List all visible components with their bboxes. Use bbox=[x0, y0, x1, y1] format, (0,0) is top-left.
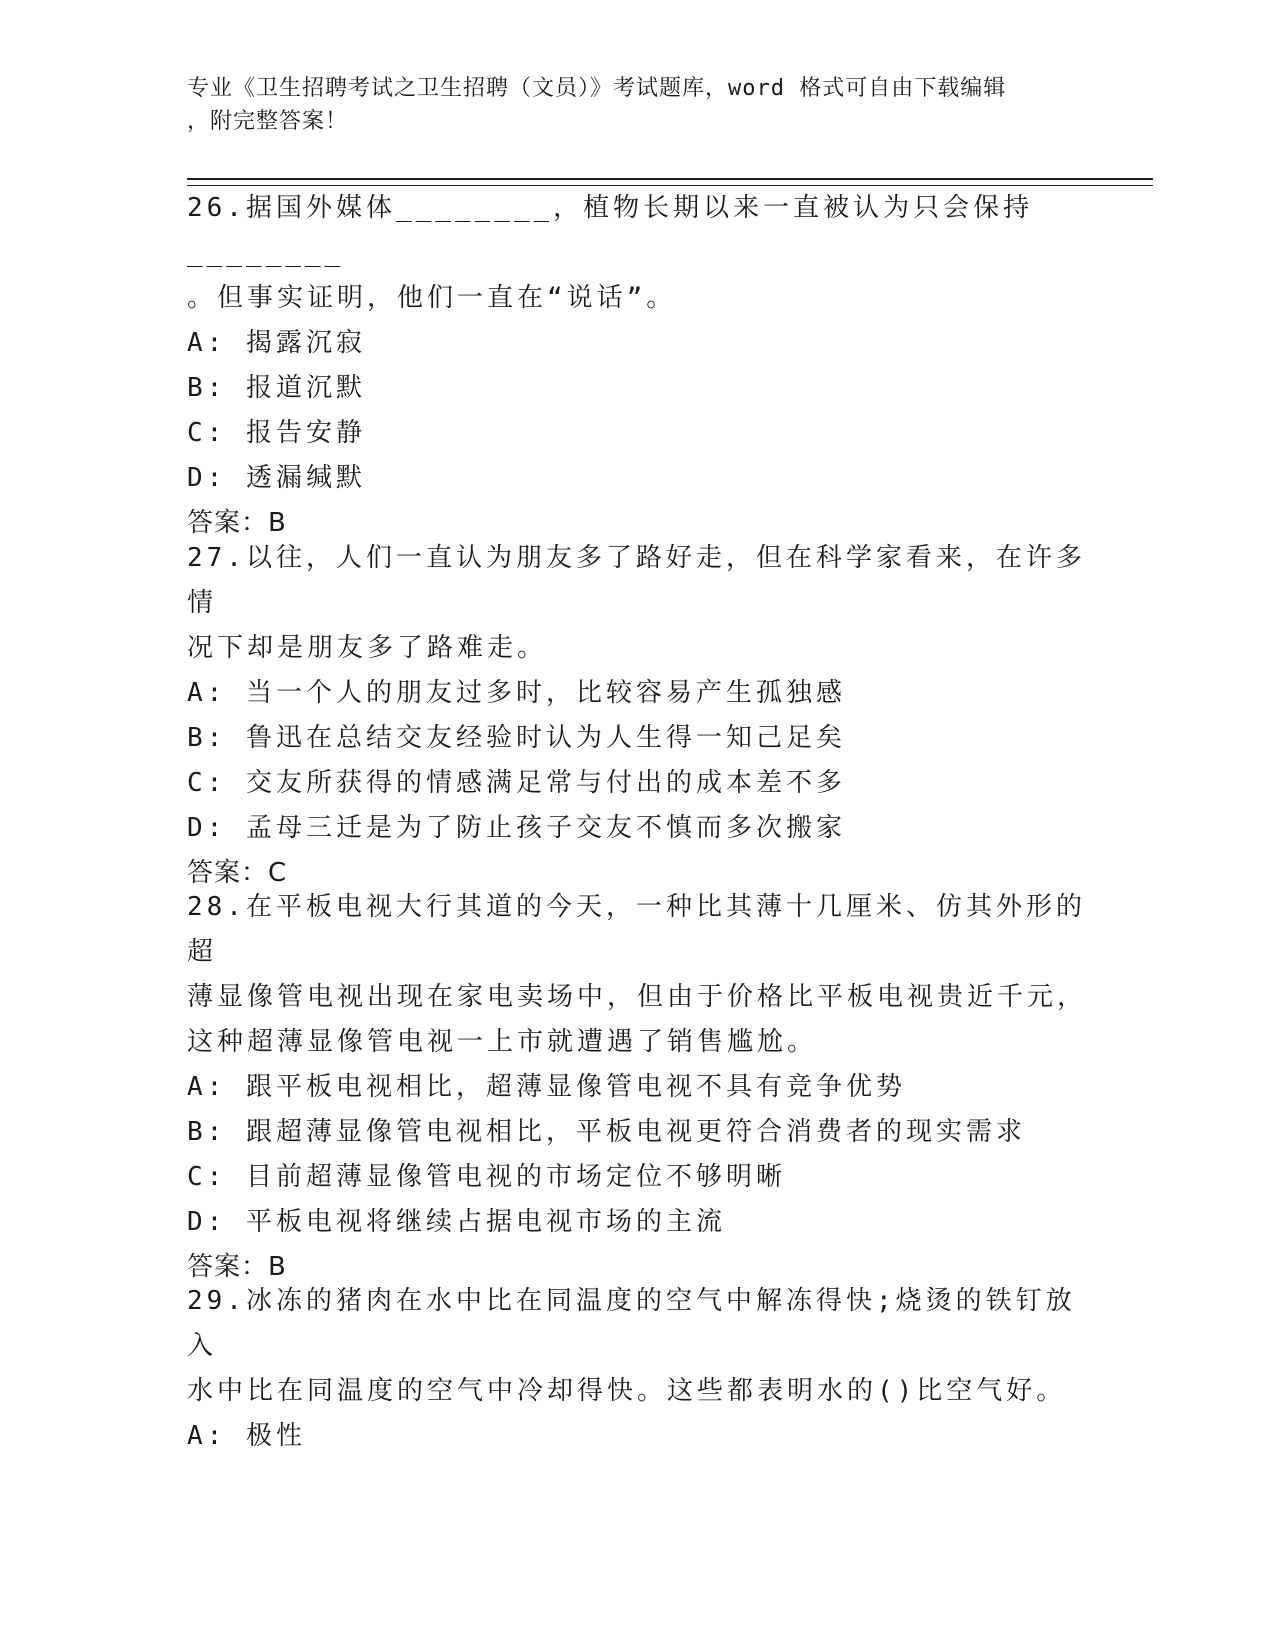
question-stem bbox=[187, 186, 1087, 321]
option-d: D: 透漏缄默 bbox=[187, 463, 366, 493]
stem-line: 水中比在同温度的空气中冷却得快。这些都表明水的()比空气好。 bbox=[187, 1376, 1067, 1406]
option-c: C: 目前超薄显像管电视的市场定位不够明晰 bbox=[187, 1162, 786, 1192]
answer: 答案：B bbox=[187, 1252, 287, 1282]
option-b: B: 报道沉默 bbox=[187, 373, 366, 403]
question-27 bbox=[187, 536, 1087, 896]
stem-line: 28.在平板电视大行其道的今天，一种比其薄十几厘米、仿其外形的超 bbox=[187, 892, 1086, 967]
question-29 bbox=[187, 1279, 1087, 1459]
stem-line: 薄显像管电视出现在家电卖场中，但由于价格比平板电视贵近千元， bbox=[187, 982, 1088, 1012]
document-header bbox=[187, 72, 1067, 138]
question-stem bbox=[187, 536, 1087, 671]
option-b: B: 跟超薄显像管电视相比，平板电视更符合消费者的现实需求 bbox=[187, 1117, 1026, 1147]
stem-line: 况下却是朋友多了路难走。 bbox=[187, 633, 548, 663]
option-d: D: 平板电视将继续占据电视市场的主流 bbox=[187, 1207, 726, 1237]
stem-line: 。但事实证明，他们一直在“说话”。 bbox=[187, 283, 677, 313]
stem-line: 27.以往，人们一直认为朋友多了路好走，但在科学家看来，在许多情 bbox=[187, 543, 1086, 618]
header-line-1: 专业《卫生招聘考试之卫生招聘（文员）》考试题库，word 格式可自由下载编辑 bbox=[187, 76, 1007, 101]
question-stem bbox=[187, 885, 1087, 1065]
question-26 bbox=[187, 186, 1087, 546]
option-a: A: 揭露沉寂 bbox=[187, 328, 366, 358]
header-divider bbox=[187, 178, 1153, 186]
option-d: D: 孟母三迁是为了防止孩子交友不慎而多次搬家 bbox=[187, 813, 846, 843]
header-line-2: ，附完整答案！ bbox=[187, 109, 349, 134]
option-a: A: 跟平板电视相比，超薄显像管电视不具有竞争优势 bbox=[187, 1072, 906, 1102]
answer: 答案：C bbox=[187, 858, 288, 888]
option-c: C: 报告安静 bbox=[187, 418, 366, 448]
option-c: C: 交友所获得的情感满足常与付出的成本差不多 bbox=[187, 768, 846, 798]
question-28 bbox=[187, 885, 1087, 1290]
answer: 答案：B bbox=[187, 508, 287, 538]
option-a: A: 当一个人的朋友过多时，比较容易产生孤独感 bbox=[187, 678, 846, 708]
stem-line: 这种超薄显像管电视一上市就遭遇了销售尴尬。 bbox=[187, 1027, 818, 1057]
option-b: B: 鲁迅在总结交友经验时认为人生得一知己足矣 bbox=[187, 723, 846, 753]
stem-line: 26.据国外媒体________，植物长期以来一直被认为只会保持________ bbox=[187, 193, 1034, 268]
option-a: A: 极性 bbox=[187, 1421, 306, 1451]
question-stem bbox=[187, 1279, 1087, 1414]
stem-line: 29.冰冻的猪肉在水中比在同温度的空气中解冻得快;烧烫的铁钉放入 bbox=[187, 1286, 1076, 1361]
